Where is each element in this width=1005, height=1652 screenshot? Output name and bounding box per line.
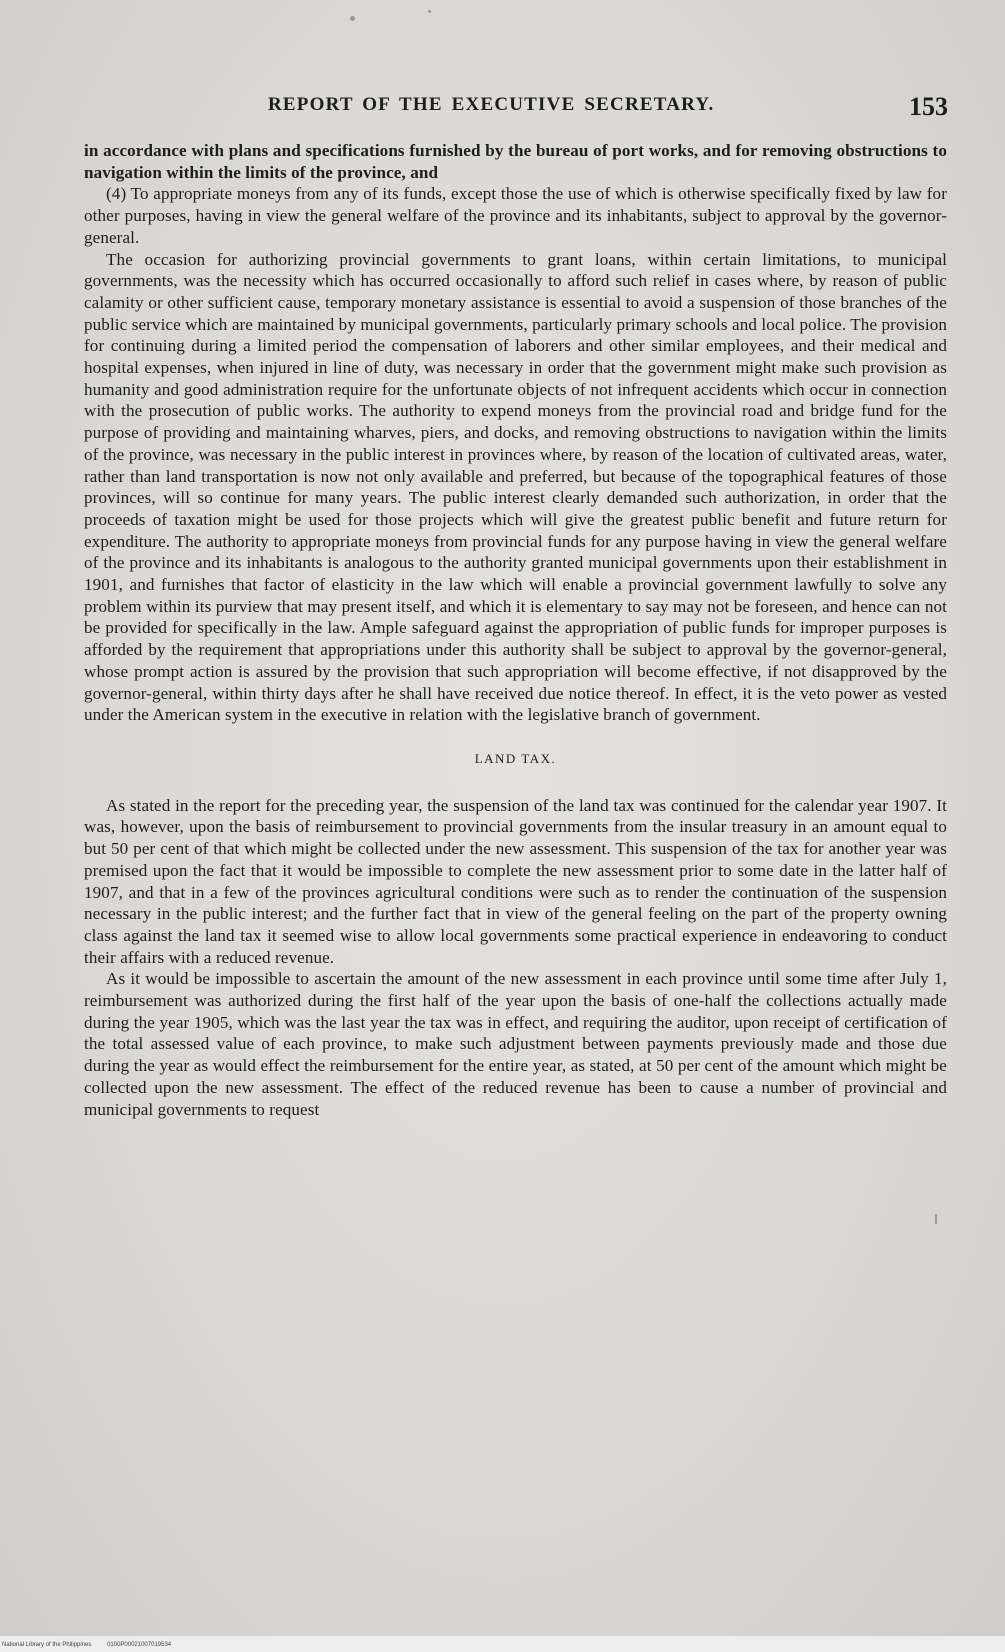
running-title: REPORT OF THE EXECUTIVE SECRETARY. xyxy=(268,94,715,115)
paragraph-continuation: in accordance with plans and specifications furnished by the bureau of port works, and for removing obstructions to navigation within the limits of the province, and xyxy=(84,141,947,182)
page-number: 153 xyxy=(909,92,948,121)
paragraph-land-tax-reimbursement: As it would be impossible to ascertain the amount of the new assessment in each province until some time after July 1, reimbursement was authorized during the first half of the year upon the basis of one-half the collections actually made during the year 1905, which was the last year the tax was in effect, and requiring the auditor, upon receipt of certification of the total assessed value of each province, to make such adjustment between payments previously made and those due during the year as would effect the reimbursement for the entire year, as stated, at 50 per cent of the amount which might be collected upon the new assessment. The effect of the reduced revenue has been to cause a number of provincial and municipal governments to request xyxy=(84,969,947,1119)
scan-speck xyxy=(935,1214,937,1224)
paragraph-land-tax-suspension: As stated in the report for the preceding year, the suspension of the land tax was continued for the calendar year 1907. It was, however, upon the basis of reimbursement to provincial governments from the insular treasury in an amount equal to but 50 per cent of that which might be collected under the new assessment. This suspension of the tax for another year was premised upon the fact that it would be impossible to complete the new assessment prior to some date in the latter half of 1907, and that in a few of the provinces agricultural conditions were such as to render the continuation of the suspension necessary in the public interest; and the further fact that in view of the general feeling on the part of the property owning class against the land tax it seemed wise to allow local governments some practical experience in endeavoring to conduct their affairs with a reduced revenue. xyxy=(84,795,947,967)
paragraph-authorization-rationale: The occasion for authorizing provincial governments to grant loans, within certain limitations, to municipal governments, was the necessity which has occurred occasionally to afford such relief in cases where, by reason of public calamity or other sufficient cause, temporary monetary assistance is essential to avoid a suspension of those branches of the public service which are maintained by municipal governments, particularly primary schools and local police. The provision for continuing during a limited period the compensation of laborers and other similar employees, and their medical and hospital expenses, when injured in line of duty, was necessary in order that the government might make such provision as humanity and good administration require for the unfortunate objects of not infrequent accidents which occur in connection with the prosecution of public works. The authority to expend moneys from the provincial road and bridge fund for the purpose of providing and maintaining wharves, piers, and docks, and removing obstructions to navigation within the limits of the province, was necessary in the public interest in provinces where, by reason of the location of cultivated areas, water, rather than land transportation is now not only available and preferred, but because of the topographical features of those provinces, will so continue for many years. The public interest clearly demanded such authorization, in order that the proceeds of taxation might be used for those projects which will give the greatest public benefit and future return for expenditure. The authority to appropriate moneys from provincial funds for any purpose having in view the general welfare of the province and its inhabitants is analogous to the authority granted municipal governments upon their establishment in 1901, and furnishes that factor of elasticity in the law which will enable a provincial government lawfully to solve any problem within its purview that may present itself, and which it is elementary to say may not be foreseen, and hence can not be provided for specifically in the law. Ample safeguard against the appropriation of public funds for improper purposes is afforded by the requirement that appropriations under this authority shall be subject to approval by the governor-general, whose prompt action is assured by the provision that such appropriation will become effective, if not disapproved by the governor-general, within thirty days after he shall have received due notice thereof. In effect, it is the veto power as vested under the American system in the executive in relation with the legislative branch of government. xyxy=(84,249,947,725)
paragraph-item-4: (4) To appropriate moneys from any of its funds, except those the use of which is otherwise specifically fixed by law for other purposes, having in view the general welfare of the province and its inhabitants, subject to approval by the governor-general. xyxy=(84,184,947,247)
section-heading-land-tax: LAND TAX. xyxy=(474,750,557,766)
footer-watermark xyxy=(2,1642,185,1648)
scan-speck xyxy=(350,16,355,21)
footer-library: National Library of the Philippines xyxy=(2,1642,92,1648)
page-header xyxy=(268,94,948,122)
scan-speck xyxy=(428,10,431,13)
footer-code: 0100P00021007019534 xyxy=(107,1642,172,1648)
body-text xyxy=(84,140,947,1120)
